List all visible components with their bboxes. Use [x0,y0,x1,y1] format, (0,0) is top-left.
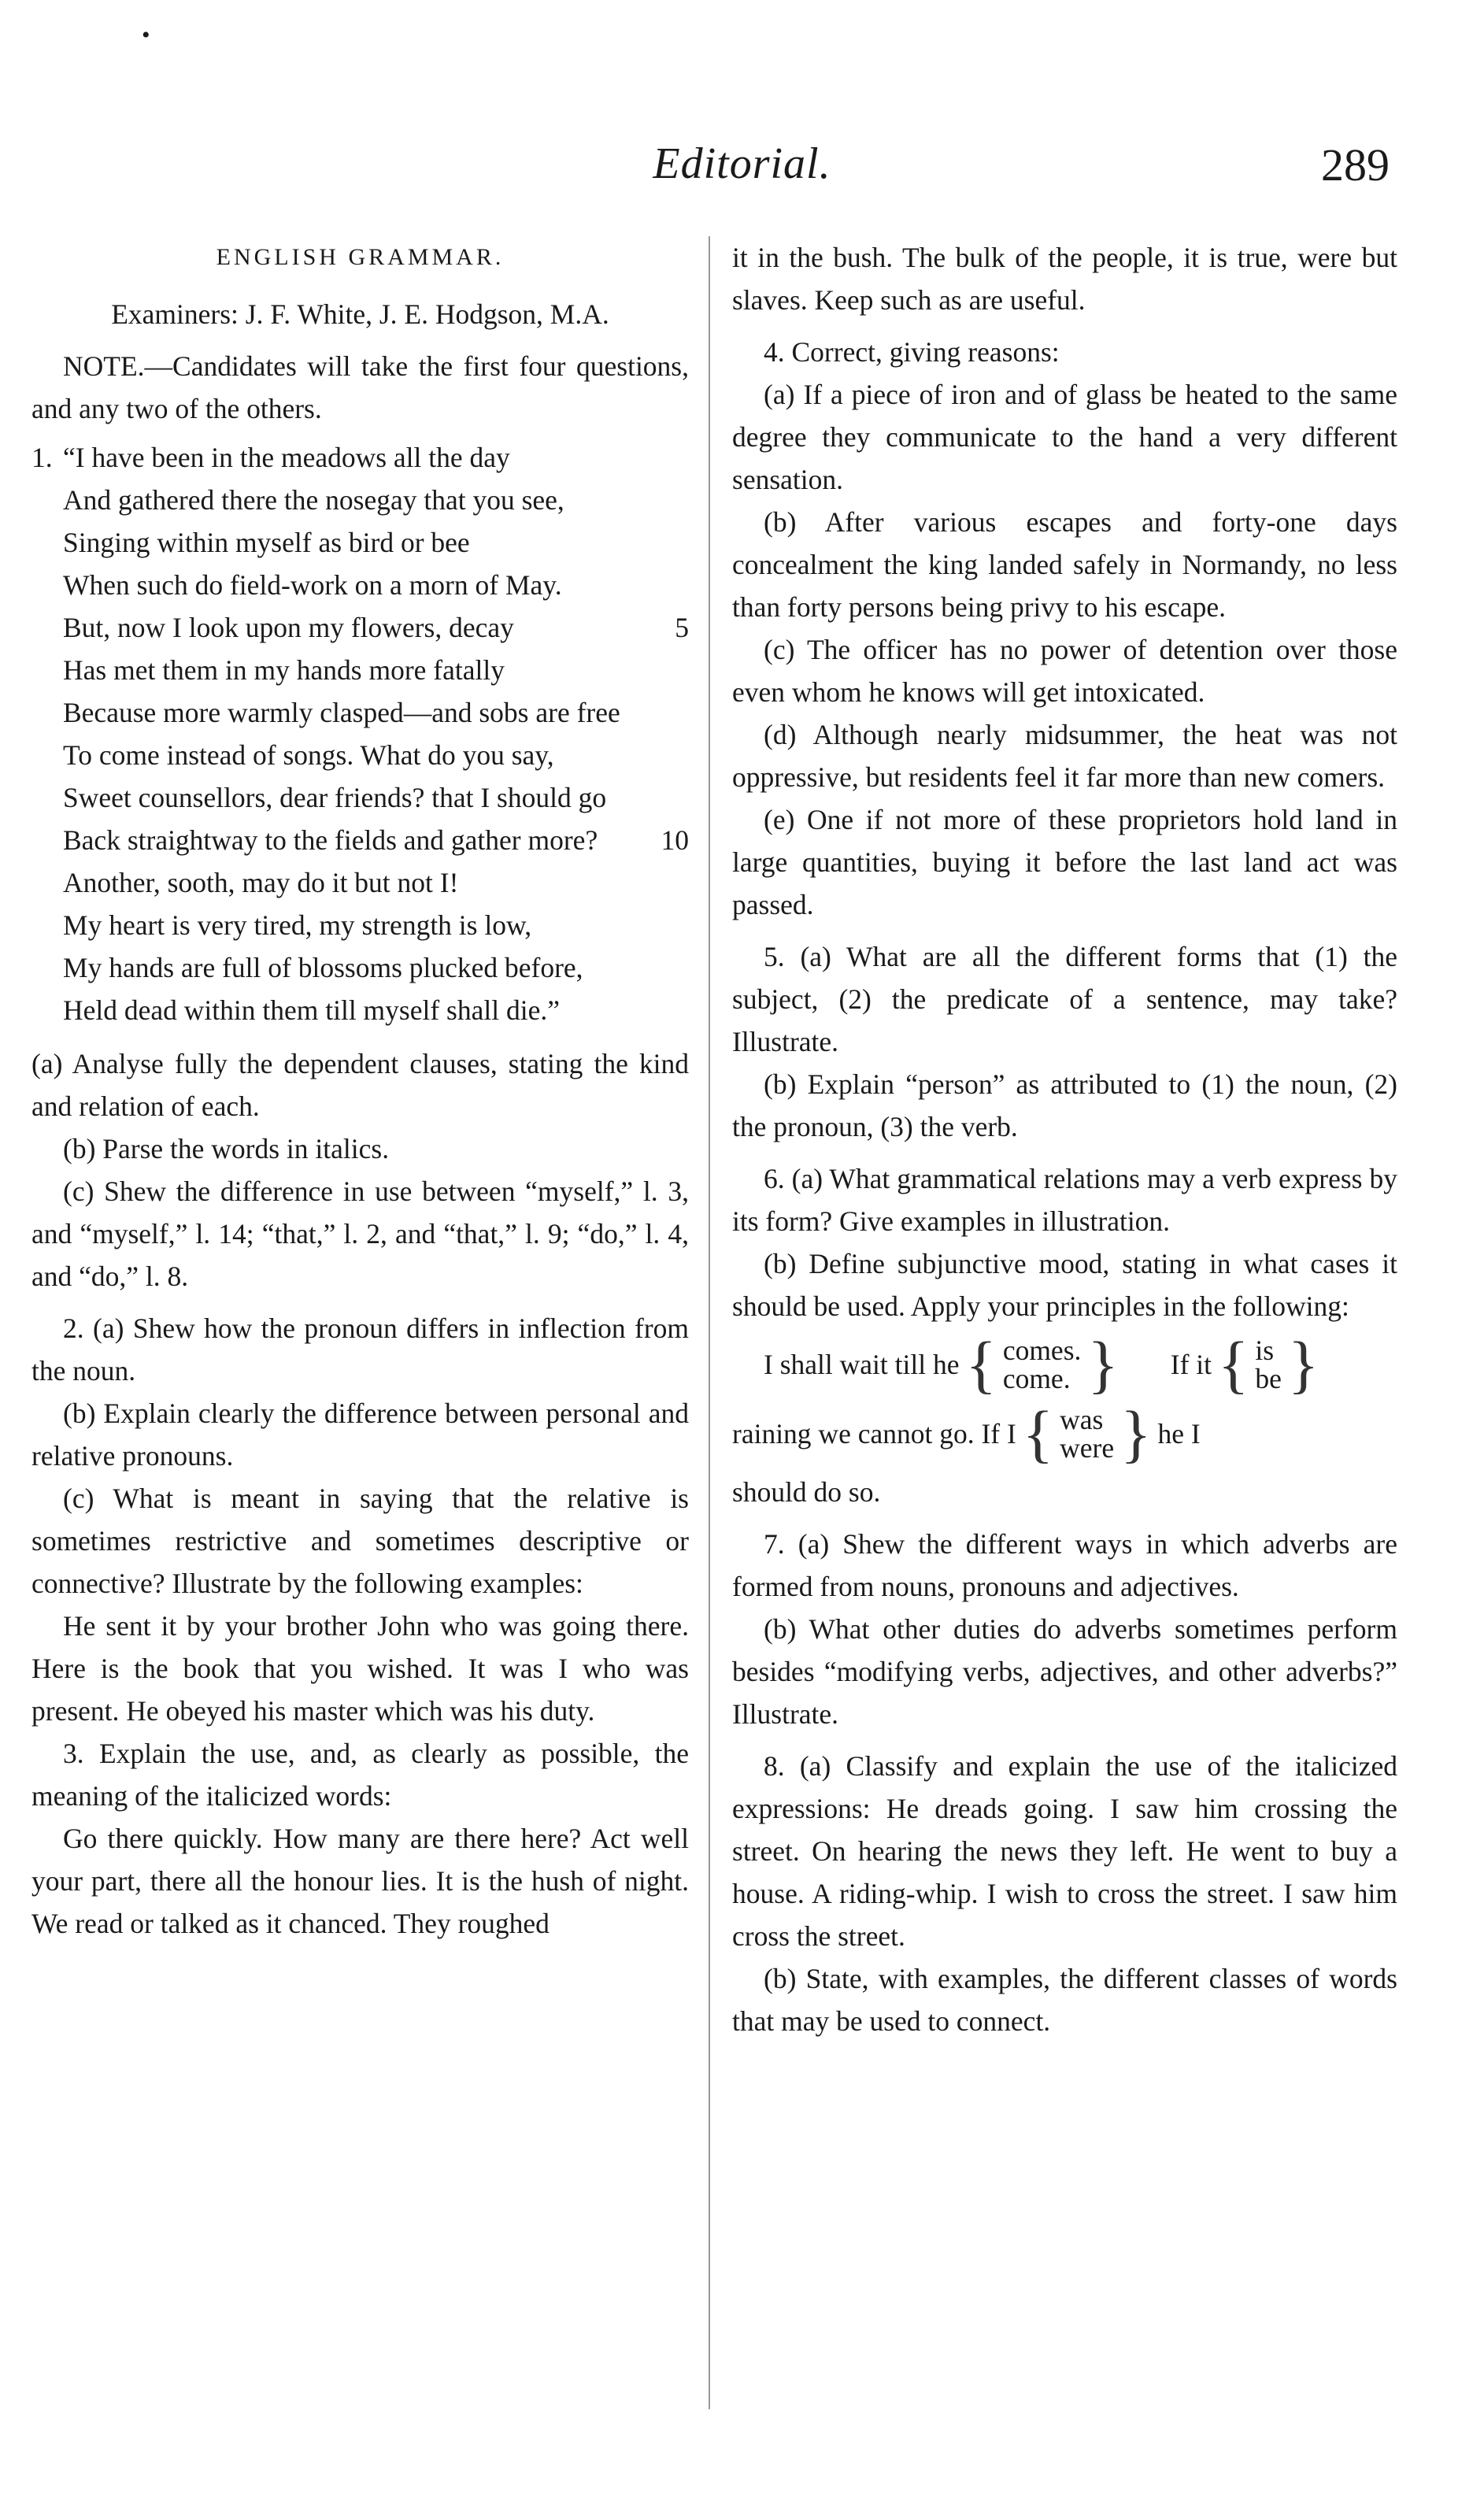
question-paragraph: (a) If a piece of iron and of glass be heated to the same degree they communicate to the hand a very different sensation. [732,379,1397,495]
question-paragraph: 5. (a) What are all the different forms that (1) the subject, (2) the predicate of a sentence, may take? Illustrate. [732,941,1397,1057]
question-paragraph: 3. Explain the use, and, as clearly as possible, the meaning of the italicized words: [31,1738,689,1812]
poem-line: Singing within myself as bird or bee [63,527,470,558]
poem-line: Held dead within them till myself shall die.” [63,994,560,1026]
page-mark: • [142,22,150,48]
question-paragraph: (c) The officer has no power of detention over those even whom he knows will get intoxicated. [732,634,1397,708]
question-paragraph: (c) What is meant in saying that the relative is sometimes restrictive and sometimes descriptive or connective? Illustrate by the following examples: [31,1483,689,1599]
choice-brace: { comes. come. } [965,1328,1119,1400]
question-paragraph: (b) State, with examples, the different classes of words that may be used to connect. [732,1963,1397,2037]
question-paragraph: (b) Explain clearly the difference between personal and relative pronouns. [31,1398,689,1472]
question-paragraph: (a) Analyse fully the dependent clauses, stating the kind and relation of each. [31,1048,689,1122]
subjunctive-example: I shall wait till he { comes. come. } If it { is be } [764,1328,1319,1400]
poem-line: My hands are full of blossoms plucked before, [63,952,583,983]
right-column [732,236,1397,2042]
question-paragraph: 7. (a) Shew the different ways in which adverbs are formed from nouns, pronouns and adjectives. [732,1528,1397,1602]
poem [31,436,689,1031]
poem-line: Has met them in my hands more fatally [63,654,505,686]
example-paragraph: it in the bush. The bulk of the people, it is true, were but slaves. Keep such as are useful. [732,242,1397,316]
question-paragraph: (d) Although nearly midsummer, the heat was not oppressive, but residents feel it far more than new comers. [732,719,1397,793]
poem-line: When such do field-work on a morn of May. [63,569,562,601]
question-paragraph: (b) After various escapes and forty-one days concealment the king landed safely in Normandy, no less than forty persons being privy to his escape. [732,506,1397,623]
question-paragraph: 6. (a) What grammatical relations may a verb express by its form? Give examples in illustration. [732,1163,1397,1237]
column-divider [709,236,710,2409]
poem-line: Because more warmly clasped—and sobs are free [63,697,620,728]
poem-line: My heart is very tired, my strength is low, [63,909,532,941]
question-number: 1. [31,442,53,473]
question-paragraph: (e) One if not more of these proprietors hold land in large quantities, buying it before the last land act was passed. [732,804,1397,920]
examiners-line: Examiners: J. F. White, J. E. Hodgson, M.A. [111,298,609,330]
page-number: 289 [1321,139,1390,191]
left-column [31,236,689,1945]
running-title: Editorial. [653,139,831,188]
question-paragraph: (b) Explain “person” as attributed to (1) the noun, (2) the pronoun, (3) the verb. [732,1068,1397,1142]
question-paragraph: (b) Parse the words in italics. [63,1133,390,1164]
subjunctive-example: raining we cannot go. If I { was were } he I [732,1398,1201,1469]
choice-brace: { is be } [1218,1328,1319,1400]
question-paragraph: (b) Define subjunctive mood, stating in what cases it should be used. Apply your principles in the following: [732,1248,1397,1322]
poem-line: To come instead of songs. What do you say, [63,739,554,771]
poem-line: Back straightway to the fields and gather more? 10 [63,824,689,856]
question-paragraph: 2. (a) Shew how the pronoun differs in inflection from the noun. [31,1312,689,1386]
example-paragraph: Go there quickly. How many are there here? Act well your part, there all the honour lies. It is the hush of night. We read or talked as it chanced. They roughed [31,1823,689,1939]
note-paragraph: NOTE.—Candidates will take the first four questions, and any two of the others. [31,350,689,424]
question-paragraph: (b) What other duties do adverbs sometimes perform besides “modifying verbs, adjectives, and other adverbs?” Illustrate. [732,1613,1397,1730]
question-paragraph: (c) Shew the difference in use between “myself,” l. 3, and “myself,” l. 14; “that,” l. 2, and “that,” l. 9; “do,” l. 4, and “do,” l. 8. [31,1175,689,1292]
choice-brace: { was were } [1022,1398,1152,1469]
poem-line: Sweet counsellors, dear friends? that I should go [63,782,607,813]
example-paragraph: should do so. [732,1476,881,1508]
poem-line: Another, sooth, may do it but not I! [63,867,459,898]
poem-line: And gathered there the nosegay that you see, [63,484,564,516]
example-paragraph: He sent it by your brother John who was going there. Here is the book that you wished. It was I who was present. He obeyed his master which was his duty. [31,1610,689,1727]
section-title: ENGLISH GRAMMAR. [216,244,505,270]
question-paragraph: 8. (a) Classify and explain the use of the italicized expressions: He dreads going. I saw him crossing the street. On hearing the news they left. He went to buy a house. A riding-whip. I wish to cross the street. I saw him cross the street. [732,1750,1397,1952]
poem-line: 1. “I have been in the meadows all the day [31,436,689,479]
poem-line: But, now I look upon my flowers, decay 5 [63,612,689,643]
question-paragraph: 4. Correct, giving reasons: [764,336,1060,368]
